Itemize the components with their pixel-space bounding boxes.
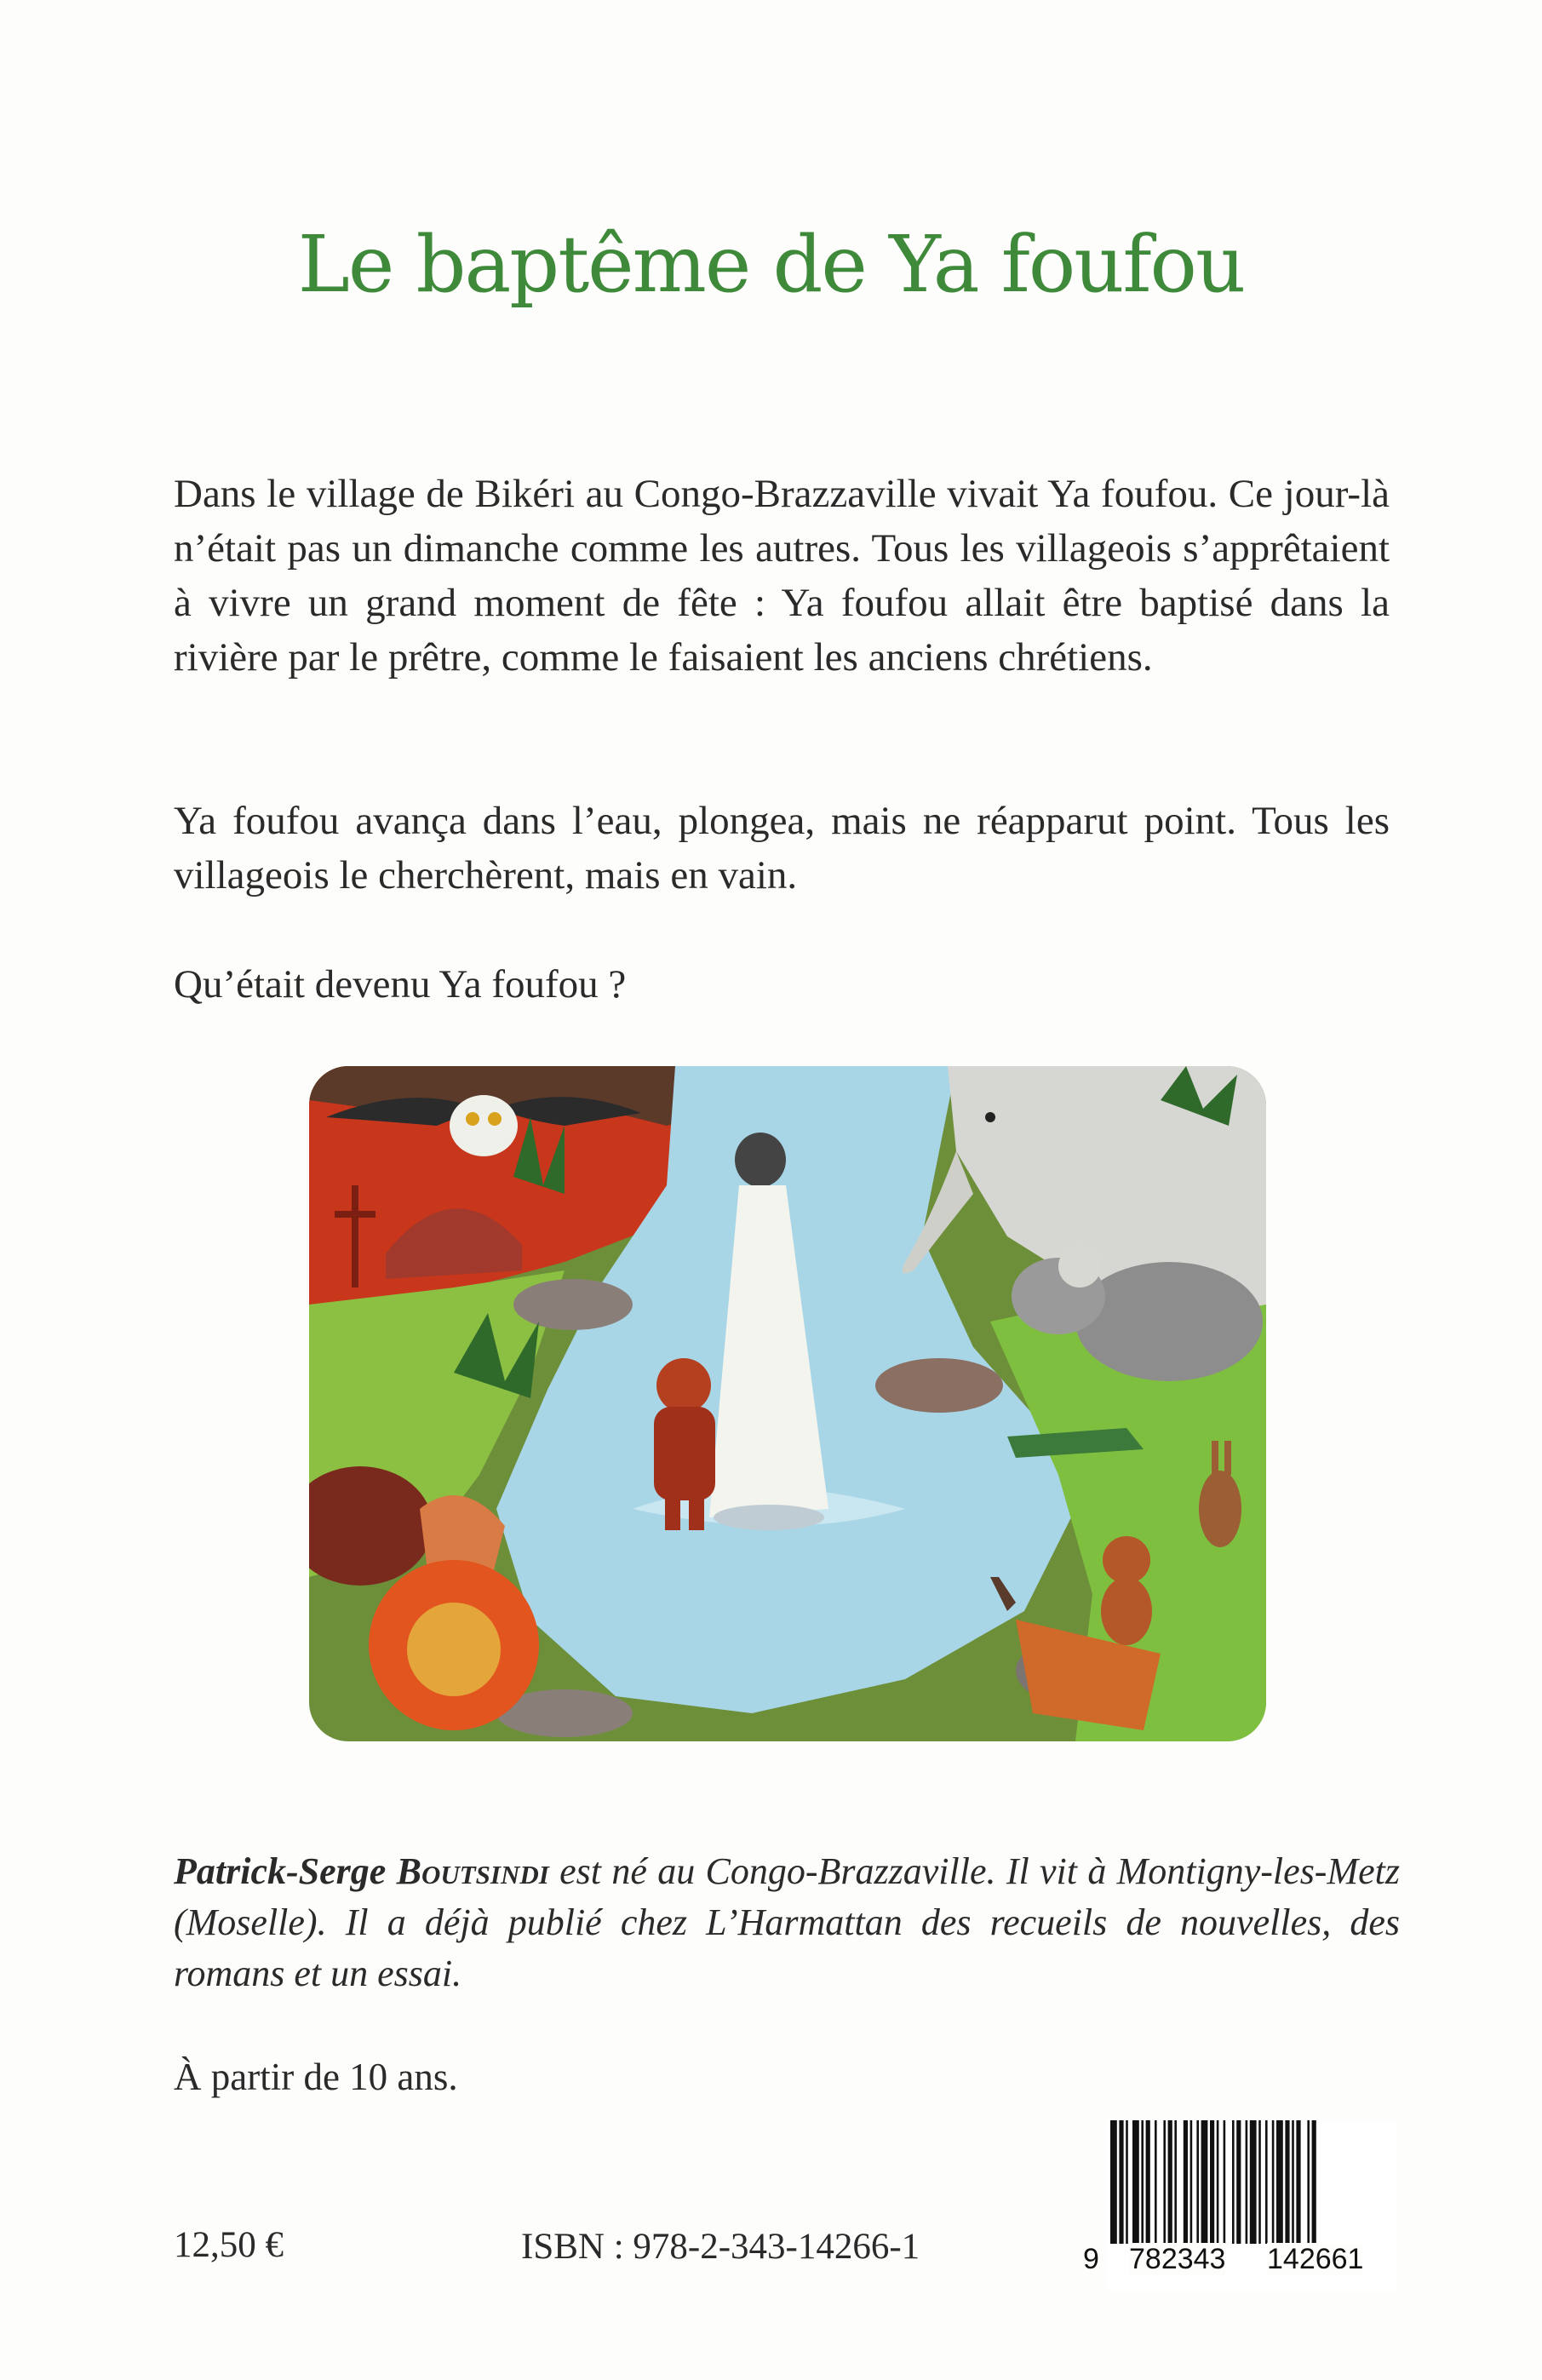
barcode-bar xyxy=(1276,2120,1283,2244)
cover-illustration xyxy=(309,1066,1266,1741)
barcode-bar xyxy=(1296,2120,1300,2244)
barcode-bar xyxy=(1285,2120,1289,2244)
barcode-bar xyxy=(1196,2120,1199,2244)
age-range: À partir de 10 ans. xyxy=(174,2056,458,2098)
barcode-bar xyxy=(1210,2120,1214,2244)
isbn: ISBN : 978-2-343-14266-1 xyxy=(521,2227,920,2267)
author-bio xyxy=(174,1846,1400,1999)
barcode-bar xyxy=(1174,2120,1177,2244)
barcode-bar xyxy=(1265,2120,1268,2244)
barcode-bar xyxy=(1155,2120,1157,2244)
barcode-bar xyxy=(1110,2120,1117,2244)
author-first-name: Patrick-Serge xyxy=(174,1850,387,1892)
barcode-bar xyxy=(1163,2120,1166,2244)
barcode-bar xyxy=(1201,2120,1208,2244)
barcode-bar xyxy=(1292,2120,1294,2244)
blurb-question: Qu’était devenu Ya foufou ? xyxy=(174,962,627,1006)
barcode-bar xyxy=(1312,2120,1316,2244)
price: 12,50 € xyxy=(174,2225,284,2265)
barcode-bar xyxy=(1232,2120,1235,2244)
barcode-left-digits: 782343 xyxy=(1129,2243,1226,2275)
barcode-bar xyxy=(1246,2120,1248,2244)
barcode-bar xyxy=(1119,2120,1123,2244)
barcode-bar xyxy=(1184,2120,1188,2244)
barcode-bar xyxy=(1141,2120,1144,2244)
barcode-right-digits: 142661 xyxy=(1267,2243,1364,2275)
barcode-bar xyxy=(1250,2120,1257,2244)
blurb-paragraph-2: Ya foufou avança dans l’eau, plongea, mais ne réapparut point. Tous les villageois le cherchèrent, mais en vain. xyxy=(174,799,1390,898)
barcode-bar xyxy=(1307,2120,1310,2244)
author-last-name: Boutsindi xyxy=(396,1850,549,1892)
barcode-bar xyxy=(1168,2120,1172,2244)
book-title: Le baptême de Ya foufou xyxy=(297,218,1245,310)
barcode-bar xyxy=(1217,2120,1219,2244)
barcode-bar xyxy=(1146,2120,1150,2244)
barcode-bar xyxy=(1132,2120,1139,2244)
barcode-first-digit: 9 xyxy=(1083,2243,1099,2275)
author-bio-text: est né au Congo-Brazzaville. Il vit à Montigny-les-Metz (Moselle). Il a déjà publié chez L’Harmattan des recueils de nouvelles, des romans et un essai. xyxy=(174,1850,1400,1994)
barcode-bars xyxy=(1107,2120,1396,2244)
blurb-paragraph-1: Dans le village de Bikéri au Congo-Brazzaville vivait Ya foufou. Ce jour-là n’était pas un dimanche comme les autres. Tous les villageois s’apprêtaient à vivre un grand moment de fête : Ya foufou allait être baptisé dans la rivière par le prêtre, comme le faisaient les anciens chrétiens. xyxy=(174,472,1390,680)
barcode-bar xyxy=(1126,2120,1128,2244)
barcode-bar xyxy=(1272,2120,1275,2244)
barcode-bar xyxy=(1224,2120,1226,2244)
barcode-bar xyxy=(1258,2120,1261,2244)
barcode-bar xyxy=(1190,2120,1193,2244)
barcode-bar xyxy=(1236,2120,1241,2244)
